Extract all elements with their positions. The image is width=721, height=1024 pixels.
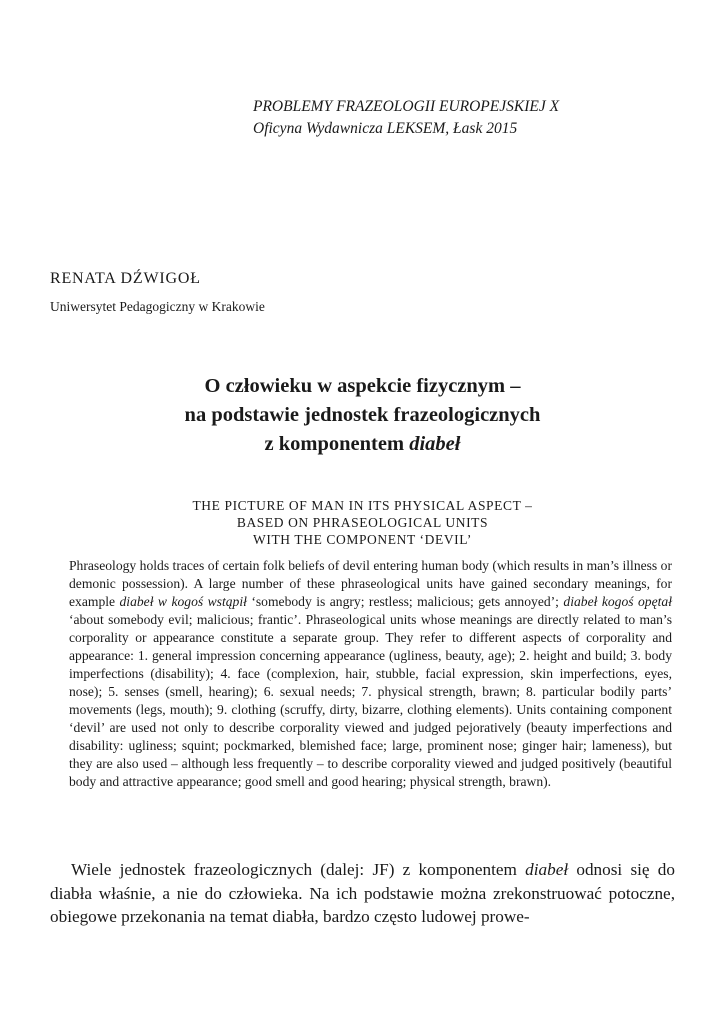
abstract bbox=[69, 557, 672, 791]
abstract-text-3: ‘about somebody evil; malicious; frantic’. Phraseological units whose meanings are directly related to man’s corporality or appearance constitute a separate group. They refer to different aspects of corporality and appearance: 1. general impression concerning appearance (ugliness, beauty, age); 2. height and build; 3. body imperfections (disability); 4. face (complexion, hair, stubble, facial expression, skin imperfections, eyes, nose); 5. senses (smell, hearing); 6. sexual needs; 7. physical strength, brawn; 8. particular bodily parts’ movements (legs, mouth); 9. clothing (scruffy, dirty, bizarre, clothing elements). Units containing component ‘devil’ are used not only to describe corporality viewed and judged pejoratively (beauty imperfections and disability: ugliness; squint; pockmarked, blemished face; large, prominent nose; ginger hair; lameness), but they are also used – although less frequently – to describe corporality viewed and judged positively (beautiful body and attractive appearance; good smell and good hearing; physical strength, brawn). bbox=[69, 612, 672, 789]
english-title-line-3: WITH THE COMPONENT ‘DEVIL’ bbox=[253, 532, 472, 547]
abstract-example-2: diabeł kogoś opętał bbox=[563, 594, 672, 609]
title-line-1: O człowieku w aspekcie fizycznym – bbox=[204, 375, 521, 397]
english-title-line-2: BASED ON PHRASEOLOGICAL UNITS bbox=[236, 515, 489, 530]
article-title bbox=[50, 372, 675, 459]
author-affiliation: Uniwersytet Pedagogiczny w Krakowie bbox=[50, 299, 265, 314]
abstract-paragraph bbox=[69, 557, 672, 791]
body-text-1: Wiele jednostek frazeologicznych (dalej: JF) z komponentem bbox=[71, 860, 526, 879]
body-paragraph bbox=[50, 858, 675, 929]
title-line-3-prefix: z komponentem bbox=[264, 433, 410, 455]
body-text bbox=[50, 858, 675, 929]
body-text-2: odnosi się do diabła właśnie, a nie do człowieka. Na ich podstawie można zrekonstruować potoczne, obiegowe przekonania na temat diabła, bardzo często ludowej prowe- bbox=[50, 860, 675, 926]
journal-header bbox=[253, 96, 559, 140]
abstract-text-2: ‘somebody is angry; restless; malicious; gets annoyed’; bbox=[246, 594, 564, 609]
title-line-2: na podstawie jednostek frazeologicznych bbox=[184, 404, 541, 426]
abstract-example-1: diabeł w kogoś wstąpił bbox=[119, 594, 247, 609]
series-title: PROBLEMY FRAZEOLOGII EUROPEJSKIEJ X bbox=[253, 98, 560, 115]
english-title-line-1: THE PICTURE OF MAN IN ITS PHYSICAL ASPECT – bbox=[192, 498, 533, 513]
publisher-line: Oficyna Wydawnicza LEKSEM, Łask 2015 bbox=[253, 120, 518, 137]
body-italic-term: diabeł bbox=[525, 860, 569, 879]
abstract-text-1: Phraseology holds traces of certain folk beliefs of devil entering human body (which results in man’s illness or demonic possession). A large number of these phraseological units have gained secondary meanings, for example bbox=[69, 558, 672, 609]
author-name: RENATA DŹWIGOŁ bbox=[50, 270, 201, 287]
title-line-3-italic: diabeł bbox=[409, 433, 461, 455]
english-title bbox=[50, 497, 675, 548]
title-line-3 bbox=[50, 430, 675, 459]
